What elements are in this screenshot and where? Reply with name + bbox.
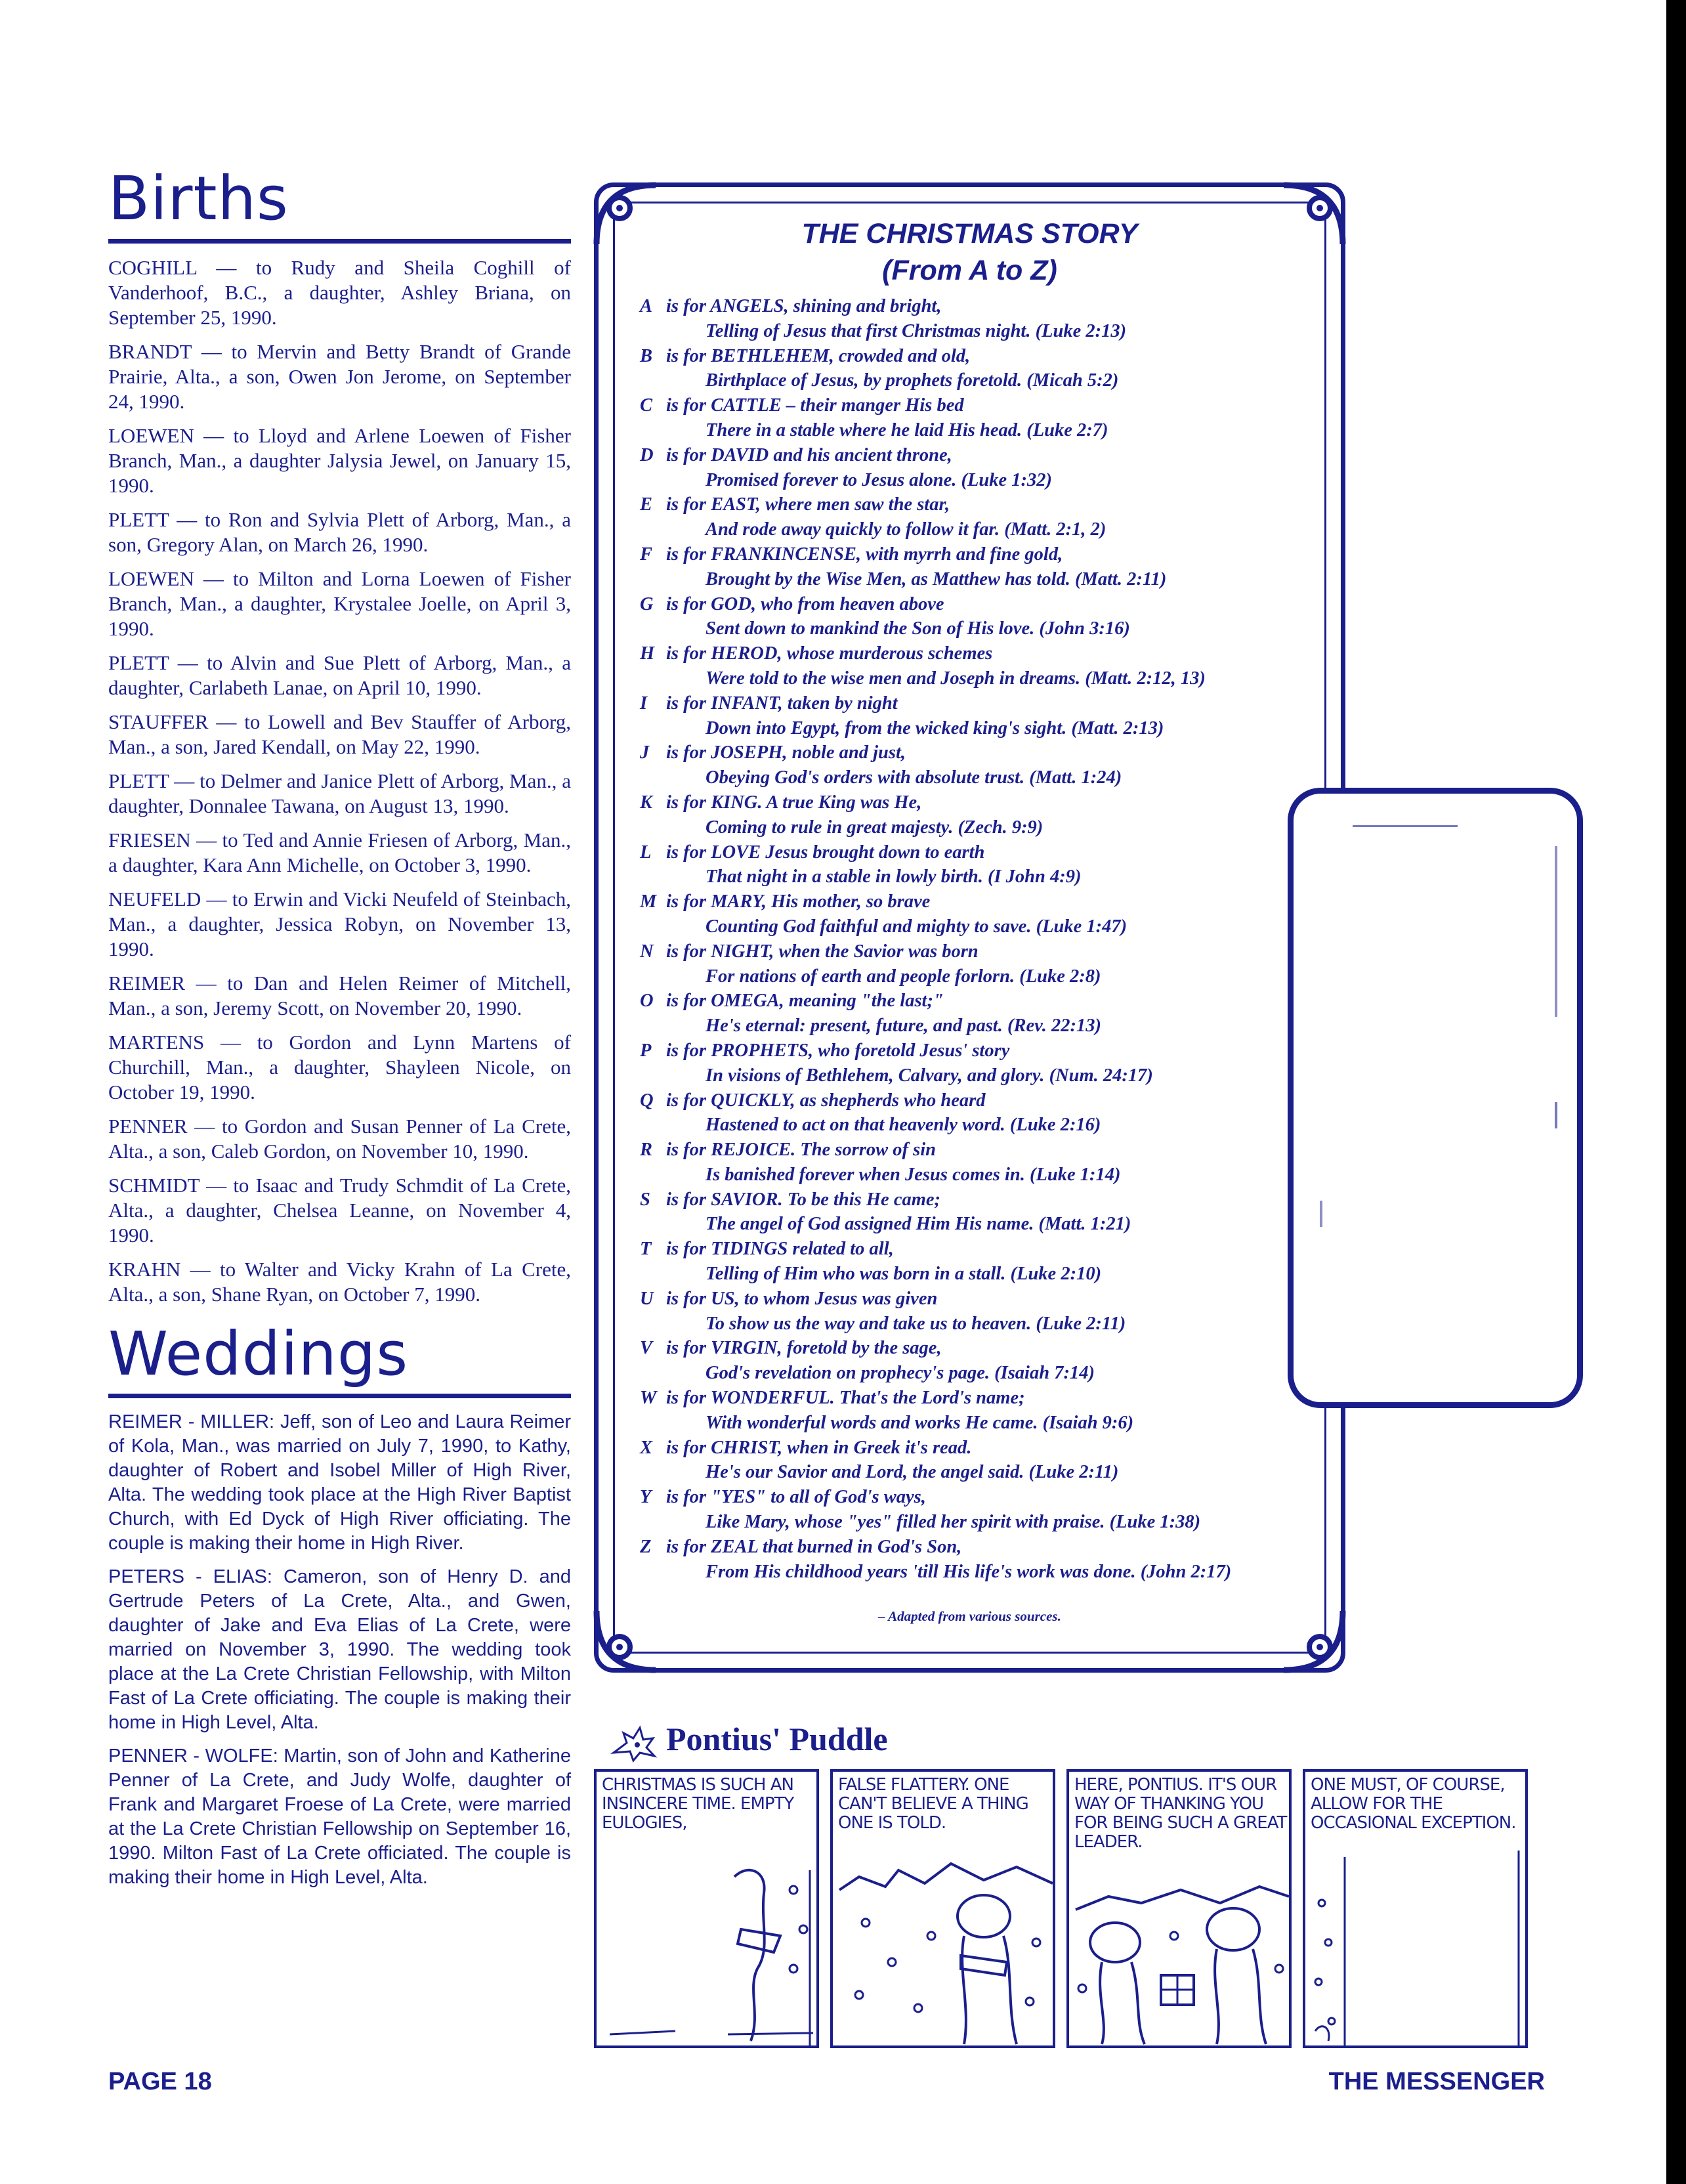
verse-line-1: is for EAST, where men saw the star, (666, 494, 950, 515)
verse-line-1: is for KING. A true King was He, (666, 792, 922, 813)
verse-letter: J (640, 742, 650, 763)
verse-letter: D (640, 444, 654, 465)
wedding-entry: REIMER - MILLER: Jeff, son of Leo and Laura Reimer of Kola, Man., was married on July 7, 1990, to Kathy, daughter of Robert and Isobel Miller of High River, Alta. The wedding took place at the High River Baptist Church, with Ed Dyck of High River officiating. The couple is making their home in High River. (108, 1411, 571, 1554)
verse-letter: Q (640, 1090, 654, 1111)
story-verse (640, 294, 1329, 344)
verse-line-1: is for CATTLE – their manger His bed (666, 395, 964, 416)
birth-entry: PLETT — to Alvin and Sue Plett of Arborg, Man., a daughter, Carlabeth Lanae, on April 10, 1990. (108, 651, 571, 699)
verse-letter: Y (640, 1487, 652, 1508)
left-column (108, 163, 571, 1899)
verse-line-2: In visions of Bethlehem, Calvary, and glory. (Num. 24:17) (706, 1065, 1153, 1086)
comic-panel-1-text: CHRISTMAS IS SUCH AN INSINCERE TIME. EMPTY EULOGIES, (602, 1775, 794, 1833)
verse-line-2: And rode away quickly to follow it far. (Matt. 2:1, 2) (706, 519, 1106, 540)
verse-line-2: He's our Savior and Lord, the angel said. (Luke 2:11) (706, 1462, 1119, 1483)
story-verse (640, 1386, 1329, 1436)
verse-letter: I (640, 693, 648, 714)
verse-letter: S (640, 1189, 650, 1210)
verse-line-2: Coming to rule in great majesty. (Zech. 9:9) (706, 817, 1043, 838)
story-verse (640, 641, 1329, 691)
comic-panel-3 (1066, 1769, 1292, 2048)
verse-line-1: is for OMEGA, meaning "the last;" (666, 991, 944, 1012)
story-verse (640, 393, 1329, 443)
comic-panel-4-text: ONE MUST, OF COURSE, ALLOW FOR THE OCCASIONAL EXCEPTION. (1311, 1775, 1516, 1833)
verse-letter: A (640, 296, 653, 316)
verse-letter: Z (640, 1536, 652, 1557)
birth-entry: LOEWEN — to Milton and Lorna Loewen of Fisher Branch, Man., a daughter, Krystalee Joelle, on April 3, 1990. (108, 567, 571, 640)
comic-panel-1 (594, 1769, 819, 2048)
verse-line-2: Counting God faithful and mighty to save. (Luke 1:47) (706, 916, 1128, 937)
scan-edge-bar (1666, 0, 1686, 2184)
verse-line-2: To show us the way and take us to heaven. (Luke 2:11) (706, 1313, 1126, 1334)
verse-line-2: God's revelation on prophecy's page. (Isaiah 7:14) (706, 1363, 1095, 1384)
birth-entry: FRIESEN — to Ted and Annie Friesen of Arborg, Man., a daughter, Kara Ann Michelle, on October 3, 1990. (108, 828, 571, 876)
comic-panel-3-text: HERE, PONTIUS. IT'S OUR WAY OF THANKING YOU FOR BEING SUCH A GREAT LEADER. (1074, 1775, 1287, 1852)
verse-letter: H (640, 643, 655, 664)
verse-line-2: Sent down to mankind the Son of His love. (John 3:16) (706, 618, 1130, 639)
story-verse (640, 840, 1329, 890)
story-verse (640, 691, 1329, 741)
story-verse (640, 542, 1329, 592)
story-verse (640, 939, 1329, 989)
verse-line-1: is for ANGELS, shining and bright, (666, 296, 942, 316)
verse-letter: R (640, 1140, 653, 1161)
birth-entry: REIMER — to Dan and Helen Reimer of Mitchell, Man., a son, Jeremy Scott, on November 20, 1990. (108, 971, 571, 1019)
verse-line-1: is for FRANKINCENSE, with myrrh and fine gold, (666, 544, 1063, 565)
verse-line-2: For nations of earth and people forlorn. (Luke 2:8) (706, 966, 1101, 987)
story-verse (640, 1336, 1329, 1386)
verse-line-2: With wonderful words and works He came. (Isaiah 9:6) (706, 1412, 1134, 1433)
verse-letter: B (640, 345, 653, 366)
weddings-rule (108, 1394, 571, 1398)
verse-line-2: He's eternal: present, future, and past. (Rev. 22:13) (706, 1016, 1101, 1037)
verse-letter: C (640, 395, 653, 416)
page-number: PAGE 18 (108, 2068, 212, 2095)
story-verse (640, 443, 1329, 493)
verse-letter: N (640, 941, 654, 962)
story-subtitle: (From A to Z) (882, 255, 1057, 286)
verse-line-2: Down into Egypt, from the wicked king's sight. (Matt. 2:13) (706, 717, 1164, 739)
story-verses (640, 294, 1329, 1584)
story-verse (640, 592, 1329, 642)
verse-line-1: is for JOSEPH, noble and just, (666, 742, 906, 763)
birth-entry: PLETT — to Delmer and Janice Plett of Arborg, Man., a daughter, Donnalee Tawana, on August 13, 1990. (108, 769, 571, 817)
birth-entry: COGHILL — to Rudy and Sheila Coghill of Vanderhoof, B.C., a daughter, Ashley Briana, on September 25, 1990. (108, 255, 571, 329)
verse-line-2: Promised forever to Jesus alone. (Luke 1:32) (706, 469, 1052, 490)
story-verse (640, 740, 1329, 790)
verse-letter: K (640, 792, 653, 813)
comic-title: Pontius' Puddle (666, 1721, 888, 1757)
verse-letter: E (640, 494, 653, 515)
verse-line-1: is for SAVIOR. To be this He came; (666, 1189, 941, 1210)
verse-line-2: Is banished forever when Jesus comes in. (Luke 1:14) (706, 1164, 1121, 1185)
story-verse (640, 1287, 1329, 1337)
verse-line-1: is for "YES" to all of God's ways, (666, 1487, 926, 1508)
comic-strip (594, 1720, 1546, 2048)
verse-line-1: is for HEROD, whose murderous schemes (666, 643, 993, 664)
verse-letter: X (640, 1437, 653, 1458)
verse-line-1: is for INFANT, taken by night (666, 693, 898, 714)
birth-entry: BRANDT — to Mervin and Betty Brandt of Grande Prairie, Alta., a son, Owen Jon Jerome, on September 24, 1990. (108, 339, 571, 413)
story-verse (640, 1138, 1329, 1188)
weddings-section (108, 1318, 571, 1891)
comic-panel-2-text: FALSE FLATTERY. ONE CAN'T BELIEVE A THING ONE IS TOLD. (838, 1775, 1028, 1833)
verse-line-1: is for PROPHETS, who foretold Jesus' story (666, 1040, 1010, 1061)
verse-line-2: Telling of Him who was born in a stall. (Luke 2:10) (706, 1264, 1102, 1285)
births-title: Births (108, 163, 289, 234)
birth-entry: SCHMIDT — to Isaac and Trudy Schmdit of La Crete, Alta., a daughter, Chelsea Leanne, on November 4, 1990. (108, 1173, 571, 1247)
verse-line-1: is for VIRGIN, foretold by the sage, (666, 1338, 942, 1359)
verse-line-1: is for NIGHT, when the Savior was born (666, 941, 979, 962)
verse-line-1: is for LOVE Jesus brought down to earth (666, 842, 985, 863)
story-verse (640, 1237, 1329, 1287)
verse-letter: V (640, 1338, 653, 1359)
holly-logo-icon (607, 1720, 660, 1763)
verse-letter: T (640, 1239, 652, 1260)
birth-entry: LOEWEN — to Lloyd and Arlene Loewen of Fisher Branch, Man., a daughter Jalysia Jewel, on January 15, 1990. (108, 423, 571, 497)
births-list (108, 255, 571, 1307)
verse-line-1: is for DAVID and his ancient throne, (666, 444, 952, 465)
story-verse (640, 1188, 1329, 1237)
weddings-list (108, 1410, 571, 1890)
story-verse (640, 790, 1329, 840)
verse-line-1: is for US, to whom Jesus was given (666, 1288, 938, 1309)
verse-letter: G (640, 593, 654, 614)
verse-line-1: is for ZEAL that burned in God's Son, (666, 1536, 962, 1557)
story-verse (640, 1535, 1329, 1585)
births-rule (108, 239, 571, 244)
comic-panel-2 (830, 1769, 1055, 2048)
birth-entry: NEUFELD — to Erwin and Vicki Neufeld of Steinbach, Man., a daughter, Jessica Robyn, on November 13, 1990. (108, 887, 571, 960)
verse-line-2: Were told to the wise men and Joseph in dreams. (Matt. 2:12, 13) (706, 668, 1206, 689)
story-credit: – Adapted from various sources. (878, 1608, 1061, 1624)
story-verse (640, 1485, 1329, 1535)
births-section (108, 163, 571, 1307)
verse-line-1: is for MARY, His mother, so brave (666, 891, 931, 912)
verse-line-1: is for REJOICE. The sorrow of sin (666, 1140, 936, 1161)
verse-line-1: is for CHRIST, when in Greek it's read. (666, 1437, 972, 1458)
birth-entry: PENNER — to Gordon and Susan Penner of La Crete, Alta., a son, Caleb Gordon, on November 10, 1990. (108, 1114, 571, 1163)
verse-line-2: That night in a stable in lowly birth. (I John 4:9) (706, 867, 1082, 888)
verse-line-2: The angel of God assigned Him His name. (Matt. 1:21) (706, 1214, 1131, 1235)
story-title: THE CHRISTMAS STORY (801, 218, 1138, 249)
verse-line-1: is for BETHLEHEM, crowded and old, (666, 345, 971, 366)
verse-letter: P (640, 1040, 652, 1061)
birth-entry: KRAHN — to Walter and Vicky Krahn of La Crete, Alta., a son, Shane Ryan, on October 7, 1990. (108, 1257, 571, 1306)
story-verse (640, 889, 1329, 939)
verse-letter: F (640, 544, 653, 565)
verse-letter: U (640, 1288, 654, 1309)
birth-entry: MARTENS — to Gordon and Lynn Martens of Churchill, Man., a daughter, Shayleen Nicole, on October 19, 1990. (108, 1030, 571, 1103)
weddings-title: Weddings (108, 1318, 409, 1389)
verse-line-1: is for GOD, who from heaven above (666, 593, 944, 614)
story-verse (640, 989, 1329, 1038)
birth-entry: STAUFFER — to Lowell and Bev Stauffer of Arborg, Man., a son, Jared Kendall, on May 22, 1990. (108, 710, 571, 758)
comic-panel-4 (1303, 1769, 1528, 2048)
verse-line-2: Birthplace of Jesus, by prophets foretold. (Micah 5:2) (706, 370, 1119, 391)
christmas-story-box (594, 182, 1345, 1673)
verse-line-1: is for WONDERFUL. That's the Lord's name; (666, 1388, 1025, 1409)
verse-line-1: is for TIDINGS related to all, (666, 1239, 894, 1260)
blank-ad-frame (1288, 788, 1583, 1408)
verse-line-2: Obeying God's orders with absolute trust. (Matt. 1:24) (706, 767, 1122, 788)
story-verse (640, 1088, 1329, 1138)
verse-line-2: Telling of Jesus that first Christmas night. (Luke 2:13) (706, 320, 1127, 341)
verse-line-2: Hastened to act on that heavenly word. (Luke 2:16) (706, 1115, 1101, 1136)
magazine-name: THE MESSENGER (1328, 2068, 1545, 2095)
story-verse (640, 492, 1329, 542)
verse-line-2: There in a stable where he laid His head. (Luke 2:7) (706, 419, 1108, 440)
verse-letter: M (640, 891, 657, 912)
verse-letter: W (640, 1388, 657, 1409)
story-verse (640, 1436, 1329, 1486)
wedding-entry: PETERS - ELIAS: Cameron, son of Henry D. and Gertrude Peters of La Crete, Alta., and Gwen, daughter of Jake and Eva Elias of La Crete, were married on November 3, 1990. The wedding took place at the La Crete Christian Fellowship, with Milton Fast of La Crete officiating. The couple is making their home in High Level, Alta. (108, 1566, 571, 1734)
birth-entry: PLETT — to Ron and Sylvia Plett of Arborg, Man., a son, Gregory Alan, on March 26, 1990. (108, 507, 571, 556)
story-verse (640, 1038, 1329, 1088)
verse-letter: L (640, 842, 652, 863)
verse-line-1: is for QUICKLY, as shepherds who heard (666, 1090, 986, 1111)
verse-line-2: Like Mary, whose "yes" filled her spirit with praise. (Luke 1:38) (706, 1512, 1201, 1533)
story-verse (640, 344, 1329, 394)
wedding-entry: PENNER - WOLFE: Martin, son of John and Katherine Penner of La Crete, and Judy Wolfe, daughter of Frank and Margaret Froese of La Crete, were married at the La Crete Christian Fellowship on September 16, 1990. Milton Fast of La Crete officiated. The couple is making their home in High Level, Alta. (108, 1745, 571, 1889)
verse-letter: O (640, 991, 654, 1012)
verse-line-2: From His childhood years 'till His life's work was done. (John 2:17) (706, 1561, 1232, 1582)
verse-line-2: Brought by the Wise Men, as Matthew has told. (Matt. 2:11) (706, 568, 1167, 589)
